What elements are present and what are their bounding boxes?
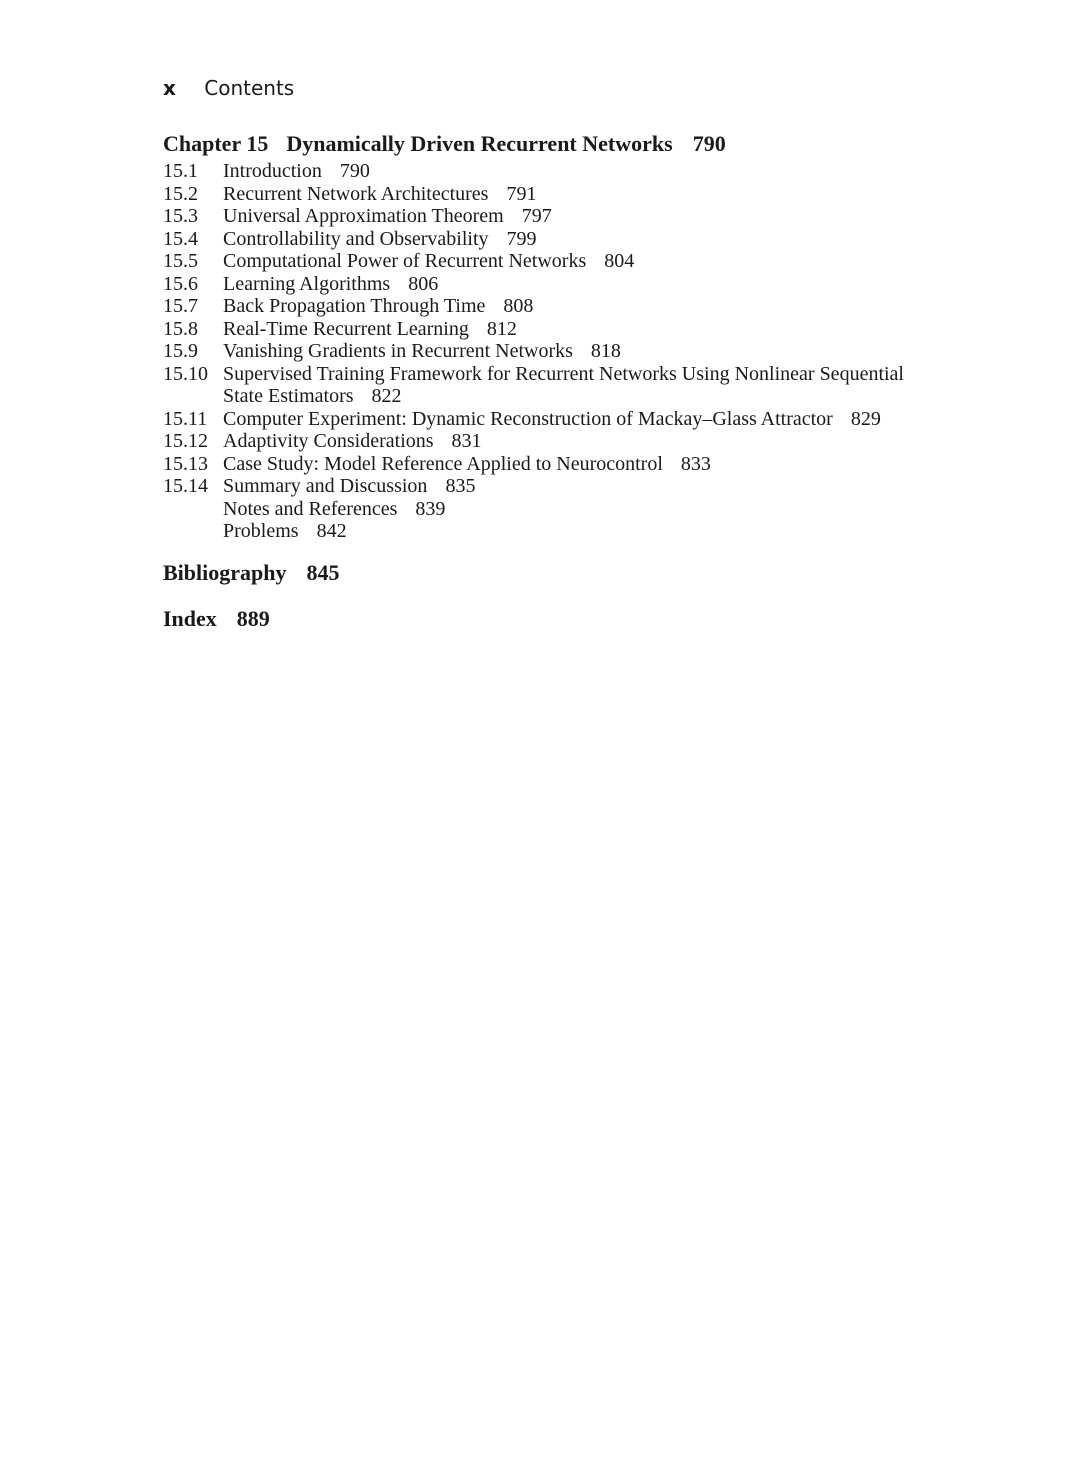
- section-page: 831: [451, 430, 482, 452]
- chapter-label: Chapter: [163, 131, 241, 156]
- section-title: Adaptivity Considerations: [223, 430, 434, 452]
- section-number: 15.3: [163, 205, 198, 227]
- running-head: [163, 76, 294, 100]
- running-head-title: Contents: [204, 76, 295, 100]
- section-number: [163, 498, 223, 521]
- section-title: Real-Time Recurrent Learning: [223, 317, 469, 340]
- chapter-number: 15: [246, 131, 269, 156]
- index-title: Index: [163, 605, 217, 631]
- section-page: 804: [604, 250, 635, 272]
- section-page: 818: [590, 340, 621, 362]
- section-page: 835: [445, 475, 476, 497]
- toc-entry[interactable]: [163, 363, 1043, 408]
- toc-entry[interactable]: [163, 250, 1043, 273]
- toc-entry[interactable]: [163, 205, 1043, 228]
- index-entry[interactable]: [163, 603, 1043, 635]
- toc-entry[interactable]: [163, 160, 1043, 183]
- section-number: 15.6: [163, 272, 198, 295]
- section-title: Back Propagation Through Time: [223, 295, 486, 317]
- section-title-continued: State Estimators: [223, 385, 354, 407]
- chapter-page: 790: [692, 131, 726, 156]
- section-page: 799: [506, 227, 537, 250]
- toc-entry[interactable]: [163, 453, 1043, 476]
- section-list: [163, 160, 1043, 543]
- toc-entry[interactable]: [163, 273, 1043, 296]
- section-page: 822: [371, 385, 402, 407]
- section-number: 15.12: [163, 430, 208, 452]
- toc-entry[interactable]: [163, 430, 1043, 453]
- section-page: 842: [316, 520, 347, 542]
- section-title: Learning Algorithms: [223, 272, 391, 295]
- section-title: Case Study: Model Reference Applied to Neurocontrol: [223, 452, 663, 475]
- chapter-heading[interactable]: [163, 128, 1043, 160]
- section-number: 15.10: [163, 362, 208, 385]
- index-page: 889: [236, 605, 270, 631]
- section-page: 797: [521, 205, 552, 227]
- toc-entry[interactable]: [163, 228, 1043, 251]
- toc-entry[interactable]: [163, 340, 1043, 363]
- bibliography-entry[interactable]: [163, 557, 1043, 589]
- section-number: 15.9: [163, 340, 198, 362]
- section-page: 806: [408, 272, 439, 295]
- toc-entry[interactable]: [163, 318, 1043, 341]
- section-page: 812: [486, 317, 517, 340]
- chapter-title: Dynamically Driven Recurrent Networks: [286, 131, 673, 156]
- section-number: 15.8: [163, 317, 198, 340]
- section-number: 15.7: [163, 295, 198, 317]
- section-page: 829: [850, 407, 881, 430]
- section-title: Problems: [223, 520, 299, 542]
- section-number: 15.13: [163, 452, 208, 475]
- section-page: 839: [415, 497, 446, 520]
- section-number: 15.4: [163, 227, 198, 250]
- section-number: 15.2: [163, 182, 198, 205]
- section-title: Vanishing Gradients in Recurrent Networks: [223, 340, 573, 362]
- section-title: Controllability and Observability: [223, 227, 489, 250]
- bibliography-page: 845: [306, 559, 340, 585]
- section-page: 808: [503, 295, 534, 317]
- section-title: Introduction: [223, 160, 322, 182]
- section-number: 15.5: [163, 250, 198, 272]
- section-title: Summary and Discussion: [223, 475, 428, 497]
- section-number: 15.11: [163, 407, 208, 430]
- section-number: [163, 520, 223, 543]
- section-title: Notes and References: [223, 497, 398, 520]
- bibliography-title: Bibliography: [163, 559, 287, 585]
- section-number: 15.14: [163, 475, 208, 497]
- page-folio: x: [163, 76, 176, 100]
- section-title: Computer Experiment: Dynamic Reconstruction of Mackay–Glass Attractor: [223, 407, 833, 430]
- section-page: 790: [339, 160, 370, 182]
- toc-entry[interactable]: [163, 183, 1043, 206]
- section-page: 833: [680, 452, 711, 475]
- toc-entry[interactable]: [163, 498, 1043, 521]
- section-title: Supervised Training Framework for Recurrent Networks Using Nonlinear Sequential: [223, 362, 904, 385]
- section-number: 15.1: [163, 160, 198, 182]
- toc-entry[interactable]: [163, 295, 1043, 318]
- toc-entry[interactable]: [163, 520, 1043, 543]
- section-title: Universal Approximation Theorem: [223, 205, 504, 227]
- section-page: 791: [506, 182, 537, 205]
- toc-entry[interactable]: [163, 475, 1043, 498]
- table-of-contents: [163, 128, 1043, 635]
- toc-entry[interactable]: [163, 408, 1043, 431]
- section-title: Computational Power of Recurrent Networks: [223, 250, 587, 272]
- section-title: Recurrent Network Architectures: [223, 182, 489, 205]
